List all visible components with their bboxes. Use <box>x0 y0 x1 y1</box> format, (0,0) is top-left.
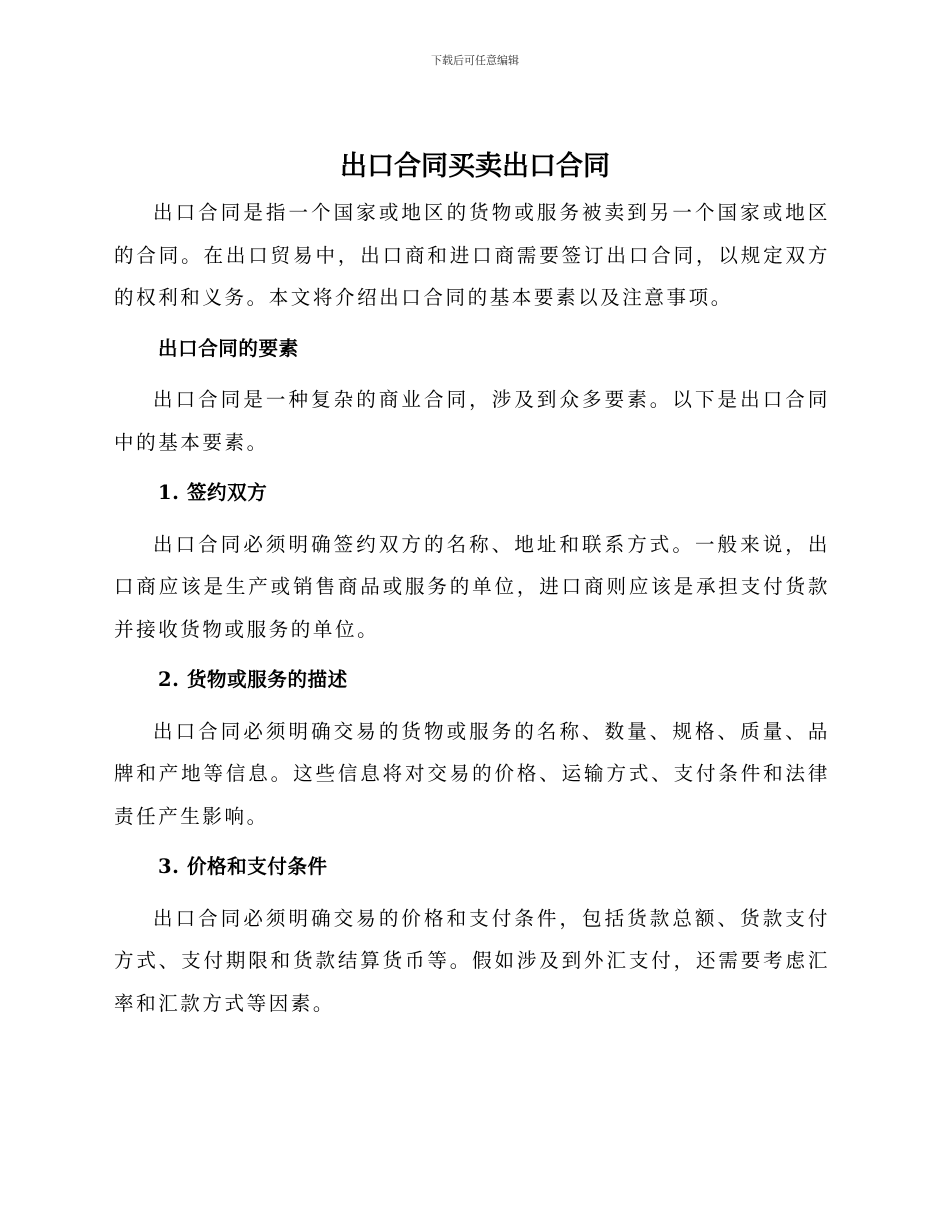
document-body <box>114 192 830 1033</box>
section-body-price: 出口合同必须明确交易的价格和支付条件，包括货款总额、货款支付方式、支付期限和货款结算货币等。假如涉及到外汇支付，还需要考虑汇率和汇款方式等因素。 <box>114 906 830 1015</box>
section-body-parties: 出口合同必须明确签约双方的名称、地址和联系方式。一般来说，出口商应该是生产或销售商品或服务的单位，进口商则应该是承担支付货款并接收货物或服务的单位。 <box>114 532 830 641</box>
section-body-goods: 出口合同必须明确交易的货物或服务的名称、数量、规格、质量、品牌和产地等信息。这些信息将对交易的价格、运输方式、支付条件和法律责任产生影响。 <box>114 719 830 828</box>
section-body-elements: 出口合同是一种复杂的商业合同，涉及到众多要素。以下是出口合同中的基本要素。 <box>114 388 830 454</box>
section-heading-price: 3. 价格和支付条件 <box>158 855 328 878</box>
document-title: 出口合同买卖出口合同 <box>340 151 610 182</box>
section-heading-elements: 出口合同的要素 <box>158 336 299 360</box>
page-header-note: 下载后可任意编辑 <box>431 54 519 67</box>
section-heading-parties: 1. 签约双方 <box>158 481 268 504</box>
intro-paragraph: 出口合同是指一个国家或地区的货物或服务被卖到另一个国家或地区的合同。在出口贸易中，出口商和进口商需要签订出口合同，以规定双方的权利和义务。本文将介绍出口合同的基本要素以及注意事项。 <box>114 201 830 309</box>
section-heading-goods: 2. 货物或服务的描述 <box>158 668 348 691</box>
